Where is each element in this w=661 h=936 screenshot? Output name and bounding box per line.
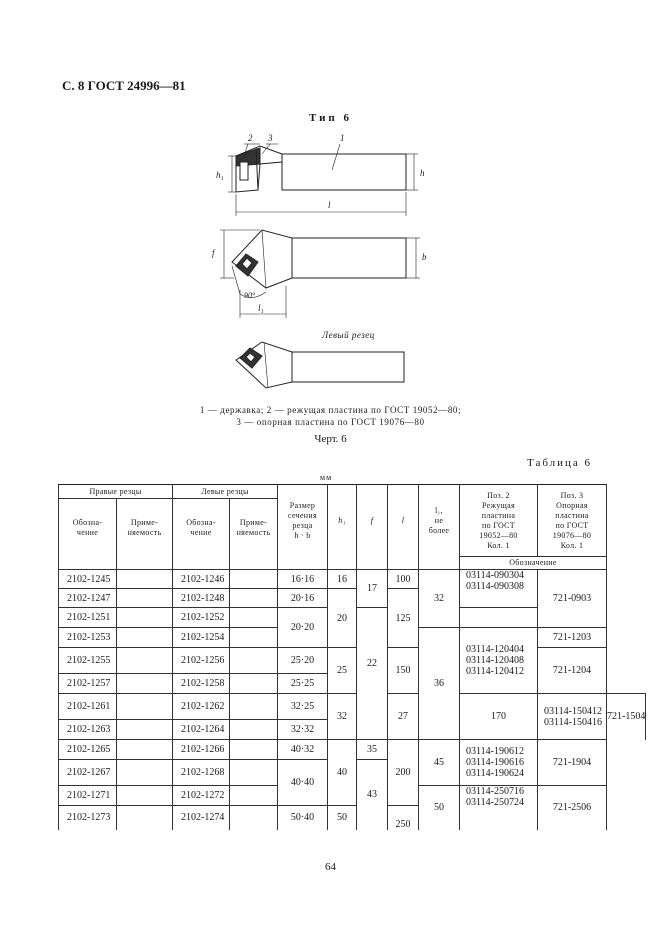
spec-table [58, 484, 646, 830]
top-view [220, 230, 420, 318]
cell-l1: 45 [419, 740, 460, 786]
dim-angle: 90° [244, 291, 256, 300]
cell-l: 200 [388, 740, 419, 806]
table-row-right: 2102-1265 [59, 740, 117, 760]
table-row-left: 2102-1256 [173, 648, 230, 674]
cell-h1: 16 [328, 570, 357, 589]
table-row-right: 2102-1271 [59, 786, 117, 806]
callout-1: 1 [340, 133, 345, 143]
table-row-left: 2102-1252 [173, 608, 230, 628]
callout-2: 2 [248, 133, 253, 143]
left-cutter-label: Левый резец [322, 330, 375, 340]
front-view [228, 144, 418, 216]
table-row-left: 2102-1266 [173, 740, 230, 760]
cell-support: 721-1904 [538, 740, 607, 786]
cell-h1: 32 [328, 694, 357, 740]
legend-line-1: 1 — державка; 2 — режущая пластина по ГОСТ 19052—80; [199, 405, 462, 415]
cell-l: 150 [388, 648, 419, 694]
technical-drawing [200, 126, 440, 396]
table-row-right: 2102-1261 [59, 694, 117, 720]
table-row-size: 40·40 [278, 760, 328, 806]
cell-plate: 03114-120404 03114-120408 03114-120412 [460, 628, 538, 694]
table-row-size: 20·16 [278, 589, 328, 608]
head-l: l [388, 485, 419, 557]
table-row-left: 2102-1254 [173, 628, 230, 648]
table-row-right: 2102-1257 [59, 674, 117, 694]
head-h1: h₁ [328, 485, 357, 557]
table-row-size: 25·25 [278, 674, 328, 694]
cell-support: 721-1203 [538, 628, 607, 648]
table-row-left: 2102-1272 [173, 786, 230, 806]
table-row-left: 2102-1264 [173, 720, 230, 740]
table-row-right: 2102-1251 [59, 608, 117, 628]
unit-label: мм [320, 473, 333, 482]
table-row-size: 50·40 [278, 806, 328, 830]
drawing-title: Тип 6 [309, 112, 352, 124]
cell-l1: 32 [419, 570, 460, 628]
cell-plate: 03114-250716 03114-250724 [460, 786, 538, 830]
dim-b: b [422, 252, 427, 262]
table-row-right: 2102-1247 [59, 589, 117, 608]
head-size: Размер сечения резца h · b [278, 485, 328, 557]
table-row-left: 2102-1248 [173, 589, 230, 608]
table-row-size: 32·32 [278, 720, 328, 740]
cell-plate: 03114-190612 03114-190616 03114-190624 [460, 740, 538, 786]
table-row-size: 25·20 [278, 648, 328, 674]
drawing-caption: Черт. 6 [314, 433, 347, 445]
cell-support: 721-0903 [538, 570, 607, 628]
table-row-size: 32·25 [278, 694, 328, 720]
dim-f: f [212, 248, 215, 258]
table-row-right: 2102-1253 [59, 628, 117, 648]
table-row-right: 2102-1273 [59, 806, 117, 830]
cell-h1: 50 [328, 806, 357, 830]
cell-h1: 25 [328, 648, 357, 694]
cell-plate: 03114-090304 03114-090308 [460, 570, 538, 608]
cell-f: 43 [357, 760, 388, 830]
table-row-left: 2102-1246 [173, 570, 230, 589]
cell-l: 250 [388, 806, 419, 830]
dim-h: h [420, 168, 425, 178]
head-pos3: Поз. 3 Опорная пластина по ГОСТ 19076—80 Кол. 1 [538, 485, 607, 557]
cell-plate: 03114-150412 03114-150416 [538, 694, 607, 740]
table-row-left: 2102-1274 [173, 806, 230, 830]
table-label: Таблица 6 [527, 457, 593, 469]
head-left-cutters: Левые резцы [173, 485, 278, 499]
table-row-right: 2102-1263 [59, 720, 117, 740]
head-right-application: Приме- няемость [117, 499, 173, 557]
cell-support: 721-1504 [607, 694, 646, 740]
table-row-right: 2102-1267 [59, 760, 117, 786]
cell-l1: 50 [419, 786, 460, 830]
head-left-application: Приме- няемость [230, 499, 278, 557]
head-f: f [357, 485, 388, 557]
callout-3: 3 [268, 133, 273, 143]
head-l1: l₁, не более [419, 485, 460, 557]
head-right-cutters: Правые резцы [59, 485, 173, 499]
dim-h1: h₁ [216, 170, 224, 180]
table-row-right: 2102-1255 [59, 648, 117, 674]
head-right-designation: Обозна- чение [59, 499, 117, 557]
table-row-size: 16·16 [278, 570, 328, 589]
table-row-left: 2102-1258 [173, 674, 230, 694]
dim-l1: l₁ [258, 303, 264, 313]
cell-h1: 40 [328, 740, 357, 806]
cell-l: 170 [460, 694, 538, 740]
cell-l: 100 [388, 570, 419, 589]
table-row-size: 20·20 [278, 608, 328, 648]
dim-l: l [328, 200, 331, 210]
cell-support: 721-1204 [538, 648, 607, 694]
cell-l1: 36 [419, 628, 460, 740]
table-row-left: 2102-1268 [173, 760, 230, 786]
cell-f: 27 [388, 694, 419, 740]
cell-f: 35 [357, 740, 388, 760]
cell-f: 17 [357, 570, 388, 608]
cell-h1: 20 [328, 589, 357, 648]
cell-f: 22 [357, 608, 388, 720]
table-row-right: 2102-1245 [59, 570, 117, 589]
cell-l: 125 [388, 589, 419, 648]
cell-support: 721-2506 [538, 786, 607, 830]
table-row-left: 2102-1262 [173, 694, 230, 720]
legend-line-2: 3 — опорная пластина по ГОСТ 19076—80 [236, 417, 425, 427]
page-number: 64 [325, 861, 336, 873]
head-left-designation: Обозна- чение [173, 499, 230, 557]
left-cutter-view [236, 342, 404, 388]
head-designation-sub: Обозначение [460, 557, 607, 570]
table-row-size: 40·32 [278, 740, 328, 760]
page-header: С. 8 ГОСТ 24996—81 [62, 78, 186, 93]
head-pos2: Поз. 2 Режущая пластина по ГОСТ 19052—80 Кол. 1 [460, 485, 538, 557]
